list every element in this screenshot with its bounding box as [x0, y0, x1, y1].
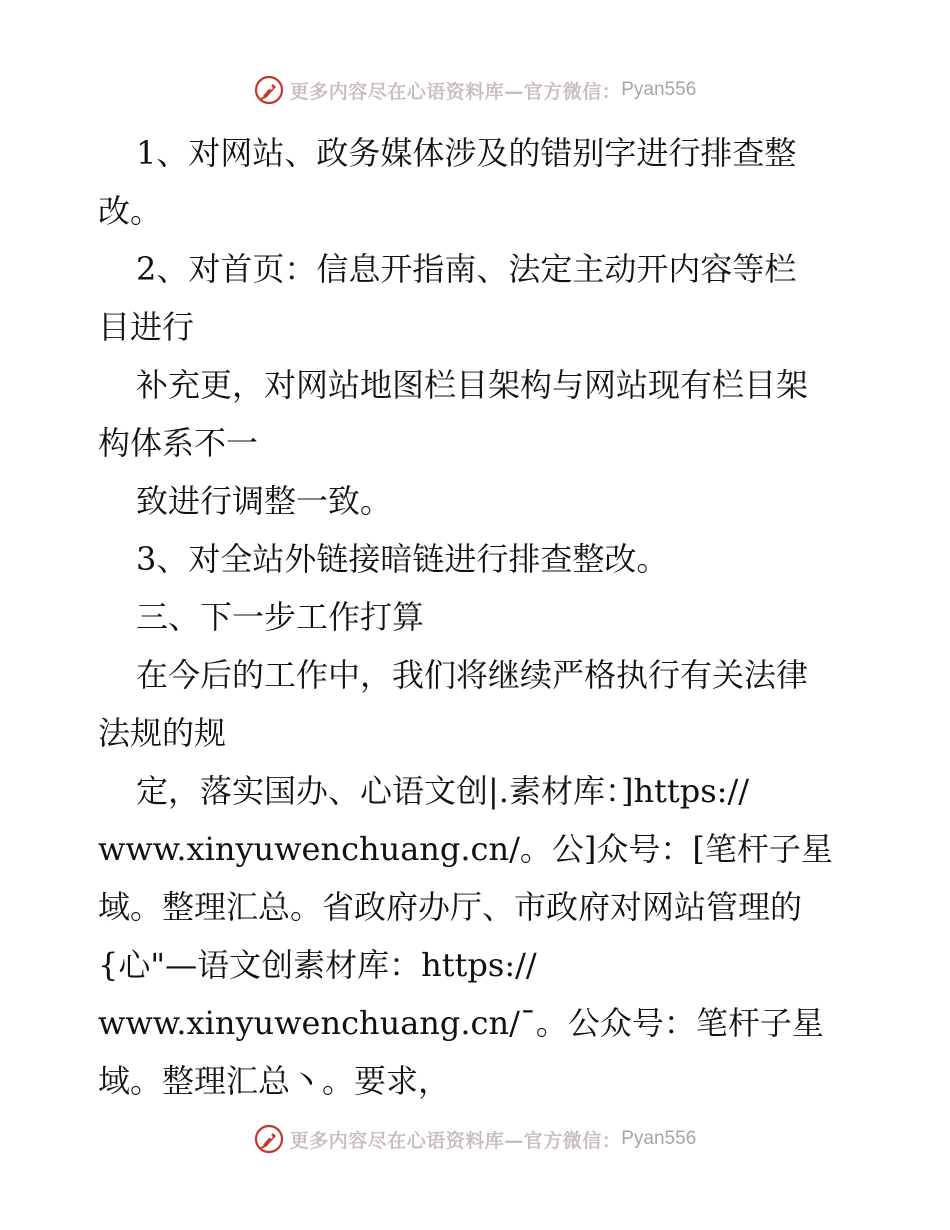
- section-heading: 三、下一步工作打算: [136, 598, 425, 636]
- pen-nib-logo-icon: [254, 1124, 284, 1154]
- text-line: 3、对全站外链接暗链进行排查整改。: [136, 540, 669, 578]
- header-banner: [0, 70, 950, 110]
- text-line: 2、对首页：信息开指南、法定主动开内容等栏: [136, 250, 797, 288]
- text-line: www.xinyuwenchuang.cn/ˉ。公众号：笔杆子星: [98, 1004, 824, 1042]
- text-line: 域。整理汇总丶。要求，: [98, 1062, 451, 1100]
- text-line: {心"—语文创素材库：https://: [98, 946, 537, 984]
- pen-nib-logo-icon: [254, 75, 284, 105]
- text-line: 致进行调整一致。: [136, 482, 393, 520]
- text-line: 目进行: [98, 308, 195, 346]
- banner-text: 更多内容尽在心语资料库—官方微信：: [289, 1129, 622, 1152]
- text-line: 域。整理汇总。省政府办厅、市政府对网站管理的: [98, 888, 803, 926]
- document-body: [98, 124, 868, 1110]
- footer-banner: [0, 1119, 950, 1159]
- text-line: 改。: [98, 192, 163, 230]
- text-line: 法规的规: [98, 714, 227, 752]
- text-line: 1、对网站、政务媒体涉及的错别字进行排查整: [136, 134, 797, 172]
- text-line: 补充更，对网站地图栏目架构与网站现有栏目架: [136, 366, 809, 404]
- text-line: 构体系不一: [98, 424, 259, 462]
- text-line: www.xinyuwenchuang.cn/。公]众号：[笔杆子星: [98, 830, 833, 868]
- banner-wechat-id: Pyan556: [621, 1128, 697, 1149]
- banner-wechat-id: Pyan556: [621, 79, 697, 100]
- text-line: 定，落实国办、心语文创|.素材库：]https://: [136, 772, 750, 810]
- text-line: 在今后的工作中，我们将继续严格执行有关法律: [136, 656, 809, 694]
- banner-text: 更多内容尽在心语资料库—官方微信：: [289, 80, 622, 103]
